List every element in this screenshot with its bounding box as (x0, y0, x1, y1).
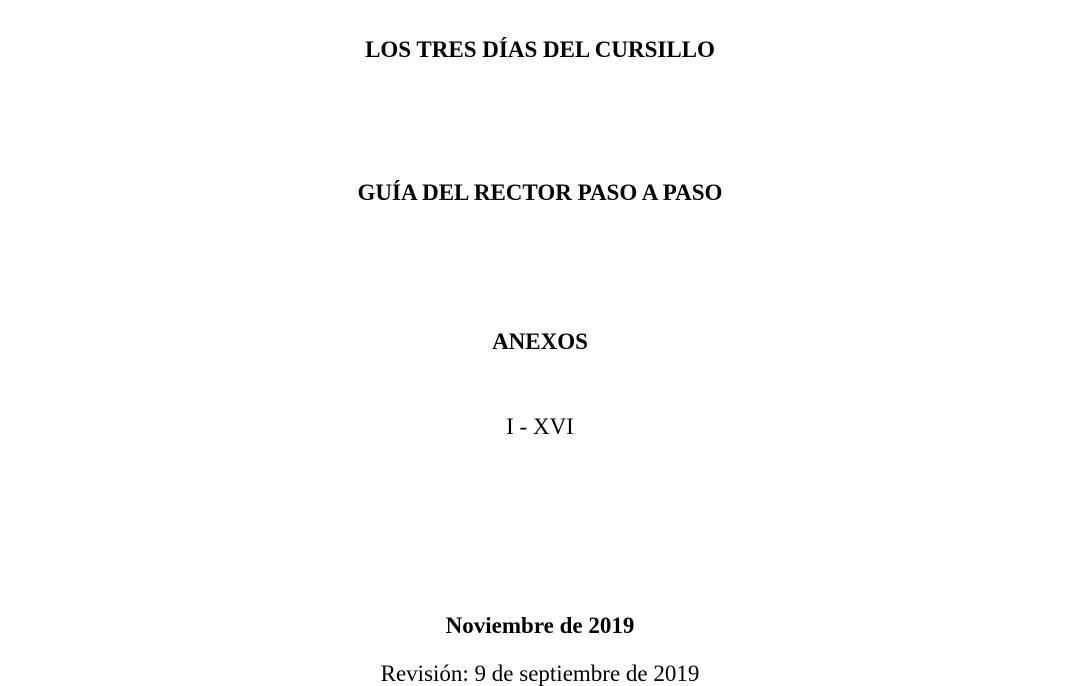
revision-date: Revisión: 9 de septiembre de 2019 (380, 661, 700, 686)
annex-range: I - XVI (506, 414, 574, 439)
document-title: LOS TRES DÍAS DEL CURSILLO (365, 37, 715, 62)
publication-date: Noviembre de 2019 (445, 613, 635, 638)
document-subtitle: GUÍA DEL RECTOR PASO A PASO (357, 180, 723, 205)
section-heading: ANEXOS (492, 329, 588, 354)
